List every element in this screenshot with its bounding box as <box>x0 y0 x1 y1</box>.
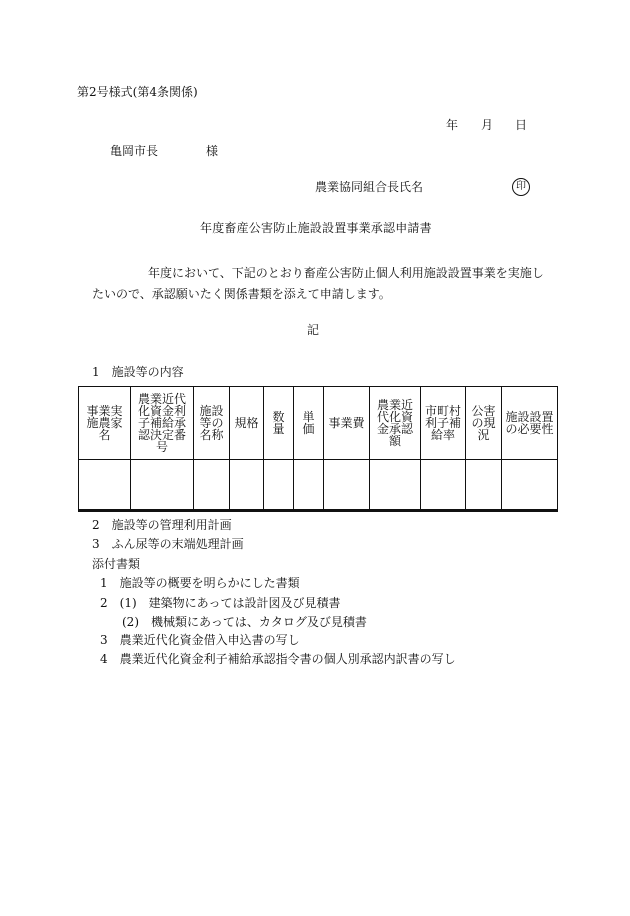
table-cell[interactable] <box>502 460 558 511</box>
table-header-row <box>79 387 558 460</box>
section-1-heading: 1 施設等の内容 <box>92 365 184 379</box>
ki-heading: 記 <box>307 323 320 337</box>
col-header-pollution-status: 公害の現況 <box>466 387 502 460</box>
col-header-project-cost: 事業費 <box>324 387 370 460</box>
attachment-item-1: 1 施設等の概要を明らかにした書類 <box>100 576 300 590</box>
document-title: 年度畜産公害防止施設設置事業承認申請書 <box>200 221 432 235</box>
attachment-item-2-1: 2 (1) 建築物にあっては設計図及び見積書 <box>100 596 341 610</box>
table-cell[interactable] <box>230 460 264 511</box>
addressee-honorific: 様 <box>206 144 219 158</box>
date-day-label: 日 <box>515 118 528 132</box>
form-number: 第2号様式(第4条関係) <box>77 85 198 99</box>
col-header-approval-number: 農業近代化資金利子補給承認決定番号 <box>131 387 194 460</box>
col-header-facility-name: 施設等の名称 <box>194 387 230 460</box>
col-header-spec: 規格 <box>230 387 264 460</box>
table-cell[interactable] <box>294 460 324 511</box>
col-header-necessity: 施設設置の必要性 <box>502 387 558 460</box>
table-cell[interactable] <box>466 460 502 511</box>
table-cell[interactable] <box>324 460 370 511</box>
attachments-heading: 添付書類 <box>92 557 141 571</box>
table-row <box>79 460 558 511</box>
table-cell[interactable] <box>131 460 194 511</box>
facility-content-table <box>78 386 558 512</box>
table-cell[interactable] <box>194 460 230 511</box>
col-header-subsidy-rate: 市町村利子補給率 <box>421 387 466 460</box>
section-3-heading: 3 ふん尿等の末端処理計画 <box>92 537 244 551</box>
col-header-farmer-name: 事業実施農家名 <box>79 387 131 460</box>
date-month-label: 月 <box>481 118 494 132</box>
table-cell[interactable] <box>421 460 466 511</box>
seal-mark: 印 <box>512 178 530 196</box>
attachment-item-2-2: (2) 機械類にあっては、カタログ及び見積書 <box>122 615 367 629</box>
body-paragraph: 年度において、下記のとおり畜産公害防止個人利用施設設置事業を実施したいので、承認願いたく関係書類を添えて申請します。 <box>92 266 544 301</box>
col-header-quantity: 数量 <box>264 387 294 460</box>
col-header-unit-price: 単価 <box>294 387 324 460</box>
table-cell[interactable] <box>79 460 131 511</box>
section-2-heading: 2 施設等の管理利用計画 <box>92 518 232 532</box>
attachment-item-4: 4 農業近代化資金利子補給承認指令書の個人別承認内訳書の写し <box>100 652 456 666</box>
attachment-item-3: 3 農業近代化資金借入申込書の写し <box>100 633 300 647</box>
applicant-title: 農業協同組合長氏名 <box>315 180 424 194</box>
date-year-label: 年 <box>446 118 459 132</box>
table-cell[interactable] <box>370 460 421 511</box>
addressee-name: 亀岡市長 <box>110 144 159 158</box>
table-cell[interactable] <box>264 460 294 511</box>
col-header-approved-amount: 農業近代化資金承認額 <box>370 387 421 460</box>
